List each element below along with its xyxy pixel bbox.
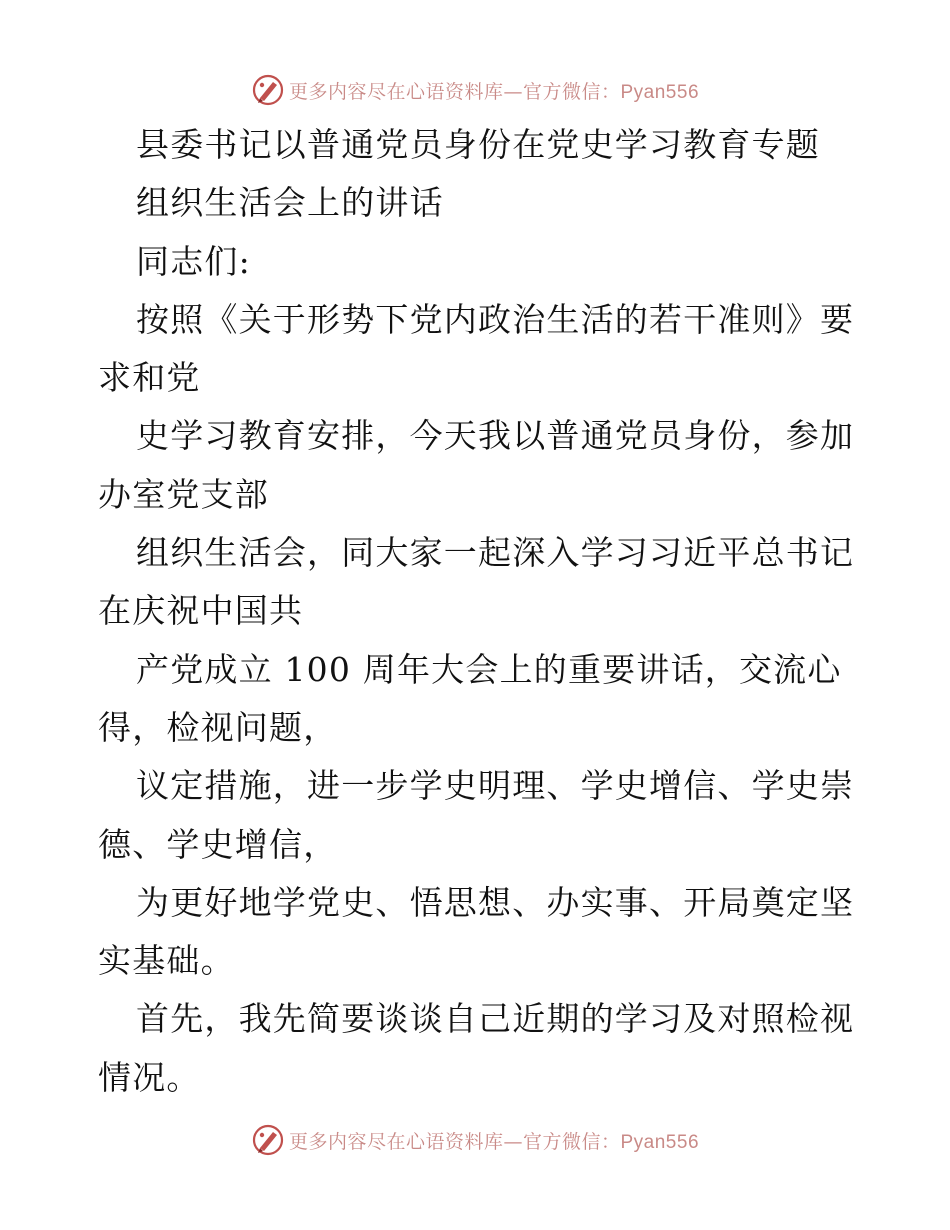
body-line: 办室党支部: [98, 474, 269, 514]
title-line-1: 县委书记以普通党员身份在党史学习教育专题: [136, 125, 820, 164]
watermark-handle: Pyan556: [620, 81, 700, 103]
footer-watermark: [0, 1120, 950, 1160]
header-watermark: [0, 70, 950, 110]
watermark-text: 更多内容尽在心语资料库—官方微信：Pyan556: [288, 1130, 700, 1153]
body-line: 组织生活会，同大家一起深入学习习近平总书记: [136, 533, 855, 573]
watermark-text: 更多内容尽在心语资料库—官方微信：Pyan556: [288, 80, 700, 103]
pen-logo-icon: [251, 73, 285, 107]
body-line: 首先，我先简要谈谈自己近期的学习及对照检视: [136, 999, 855, 1039]
title-line-2: 组织生活会上的讲话: [136, 183, 444, 223]
body-line: 按照《关于形势下党内政治生活的若干准则》要: [136, 299, 855, 339]
pen-logo-icon: [251, 1123, 285, 1157]
salutation: 同志们:: [136, 241, 251, 281]
body-line: 实基础。: [98, 941, 235, 981]
document-body: [98, 116, 858, 1107]
body-line: 得，检视问题，: [98, 707, 338, 747]
body-line: 德、学史增信，: [98, 824, 338, 864]
body-line: 求和党: [98, 358, 201, 398]
watermark-handle: Pyan556: [620, 1131, 700, 1153]
body-line: 在庆祝中国共: [98, 591, 304, 631]
body-line: 情况。: [98, 1057, 201, 1097]
body-line: 产党成立 100 周年大会上的重要讲话，交流心: [136, 649, 842, 689]
body-line: 史学习教育安排，今天我以普通党员身份，参加: [136, 416, 855, 456]
body-line: 为更好地学党史、悟思想、办实事、开局奠定坚: [136, 882, 855, 922]
body-line: 议定措施，进一步学史明理、学史增信、学史崇: [136, 766, 855, 806]
